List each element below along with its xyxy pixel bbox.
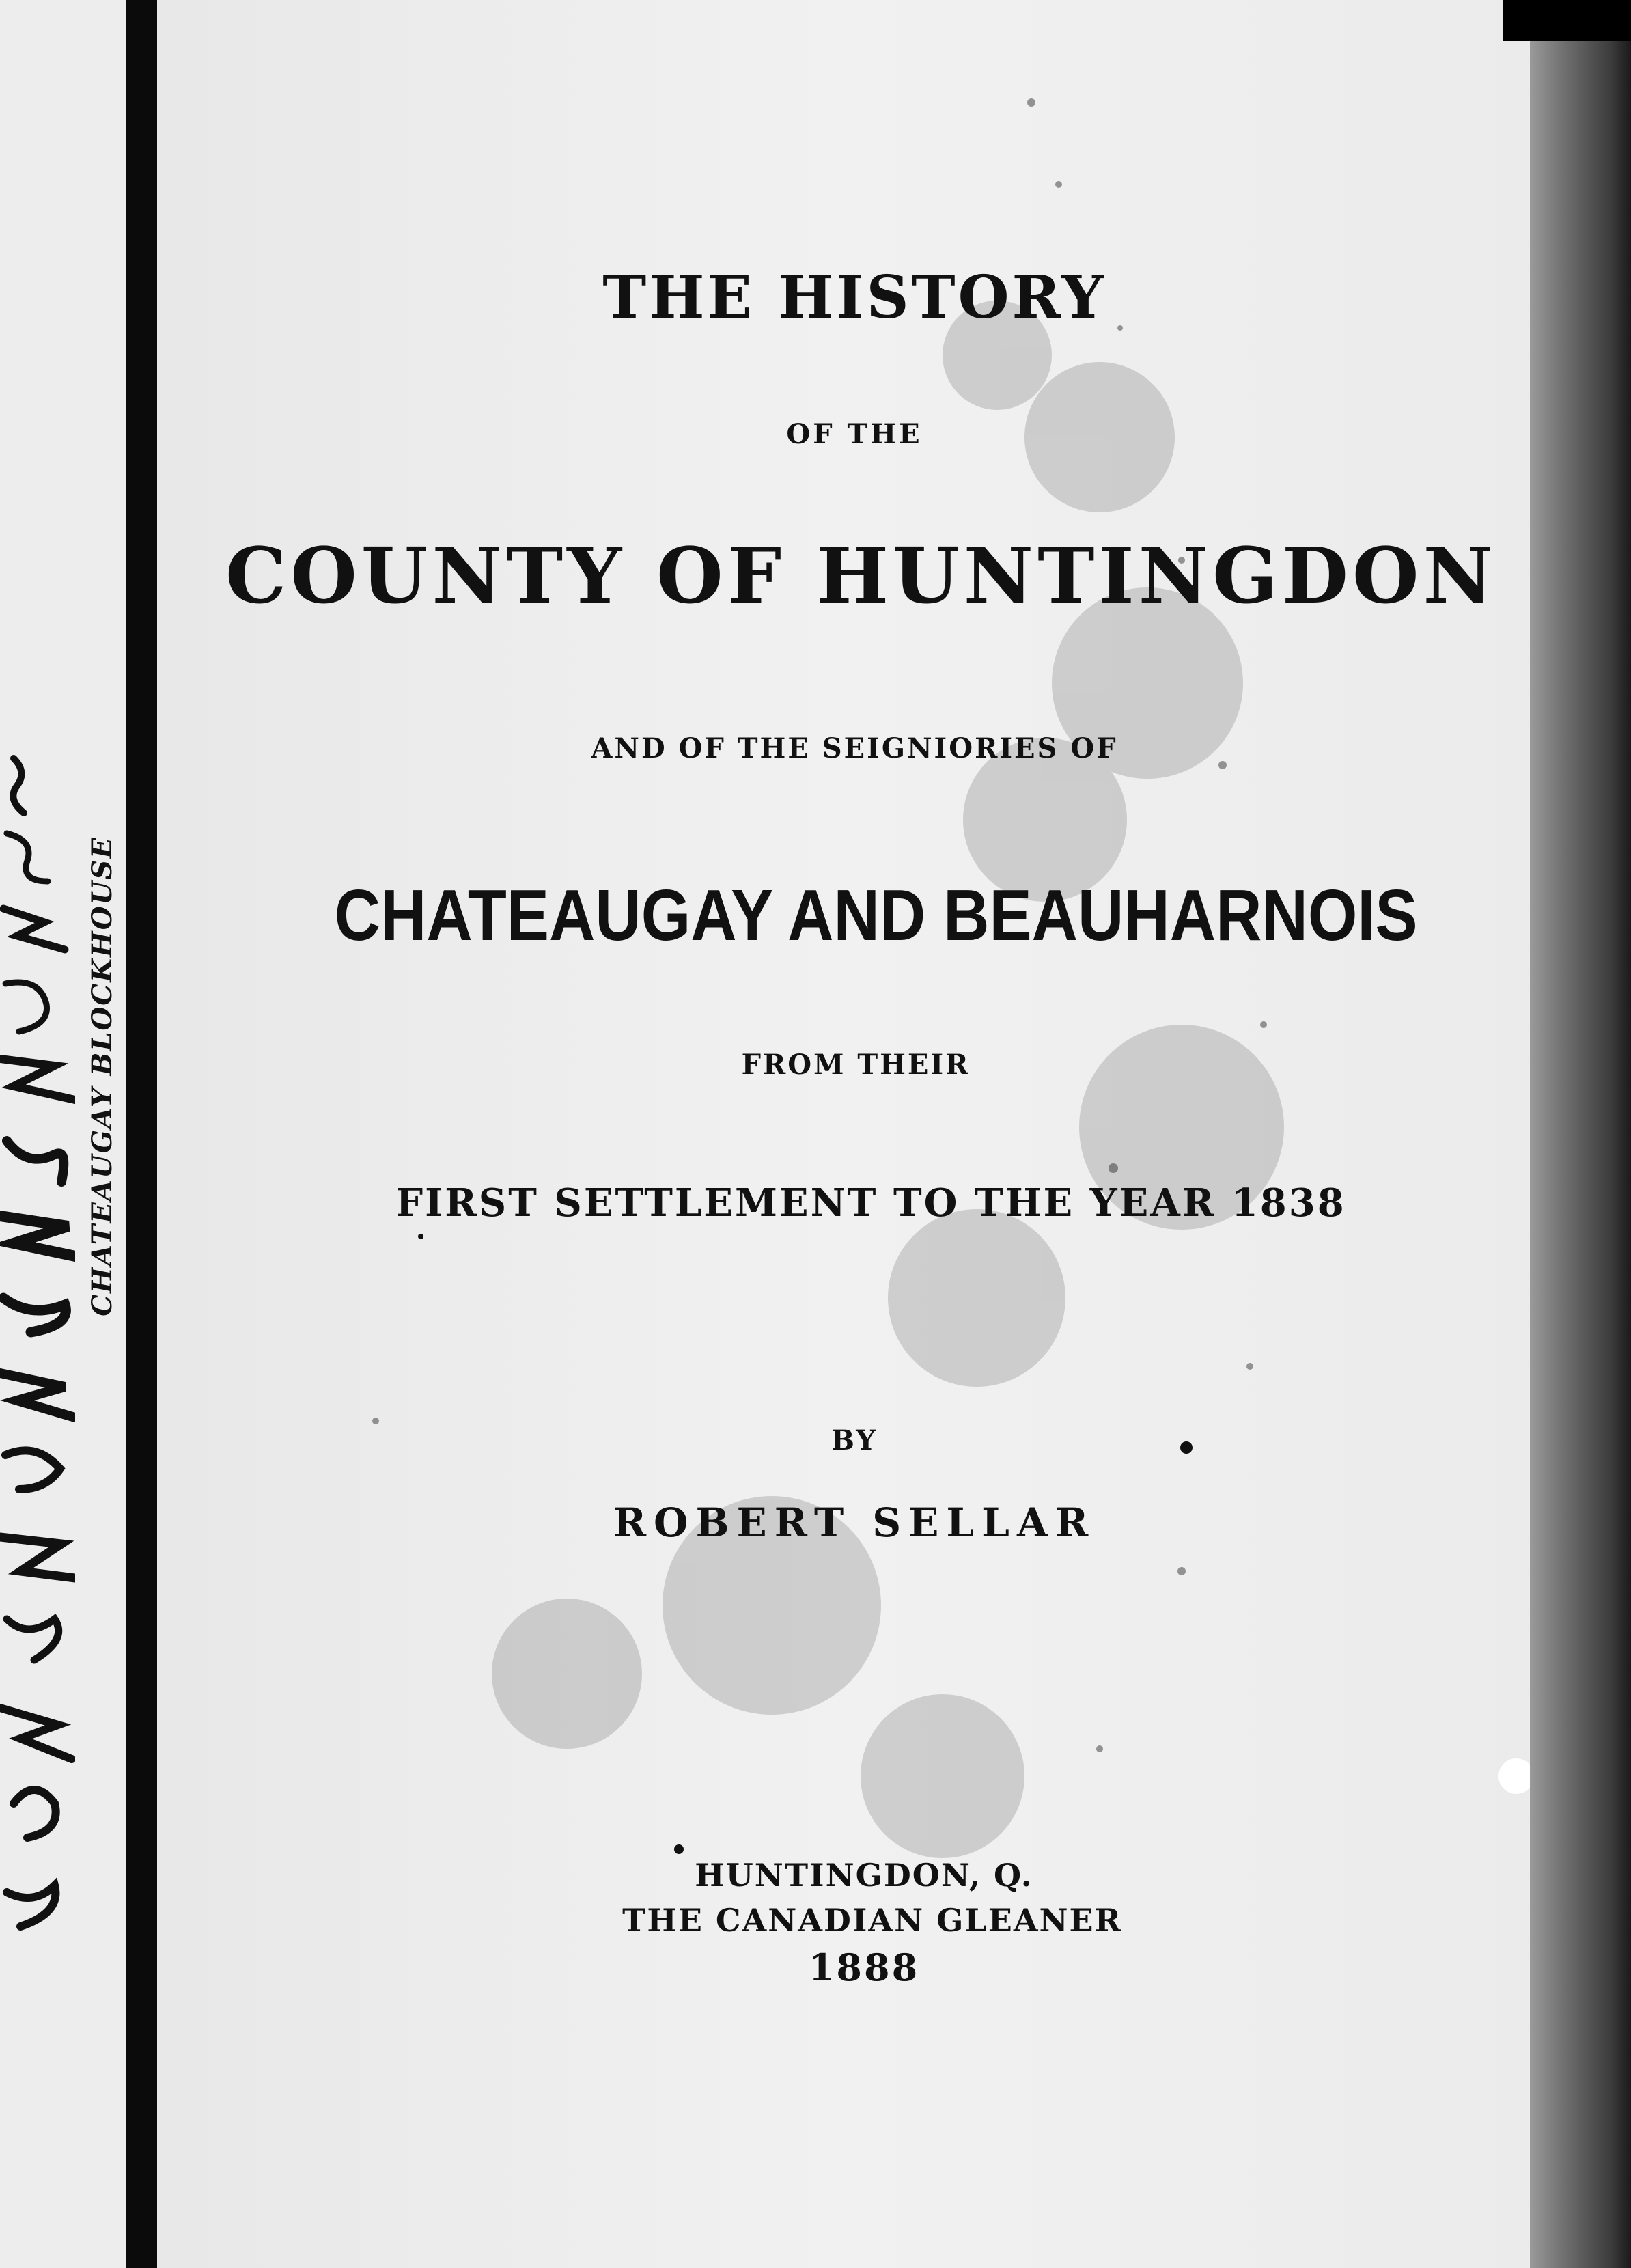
title-line-from-their: FROM THEIR <box>741 1049 971 1081</box>
left-facing-page <box>0 0 126 2268</box>
title-line-county: COUNTY OF HUNTINGDON <box>225 531 1497 621</box>
ink-speck <box>674 1844 684 1854</box>
publication-year: 1888 <box>808 1946 920 1989</box>
publisher-place: HUNTINGDON, Q. <box>695 1857 1033 1894</box>
publisher-name: THE CANADIAN GLEANER <box>622 1902 1122 1939</box>
title-line-of-the: OF THE <box>786 418 923 450</box>
spine-label: CHATEAUGAY BLOCKHOUSE <box>85 835 118 1316</box>
book-gutter <box>126 0 157 2268</box>
title-line-chateaugay-beauharnois: CHATEAUGAY AND BEAUHARNOIS <box>334 875 1418 956</box>
ink-speck <box>418 1234 423 1239</box>
title-line-seigniories: AND OF THE SEIGNIORIES OF <box>591 732 1118 764</box>
title-line-first-settlement: FIRST SETTLEMENT TO THE YEAR 1838 <box>395 1180 1346 1226</box>
handwritten-scribbles <box>0 738 75 2002</box>
byline: BY <box>831 1424 878 1456</box>
scan-border <box>1503 0 1631 41</box>
spine-caption <box>81 835 123 1316</box>
author-name: ROBERT SELLAR <box>613 1499 1096 1546</box>
title-line-the-history: THE HISTORY <box>602 263 1106 332</box>
